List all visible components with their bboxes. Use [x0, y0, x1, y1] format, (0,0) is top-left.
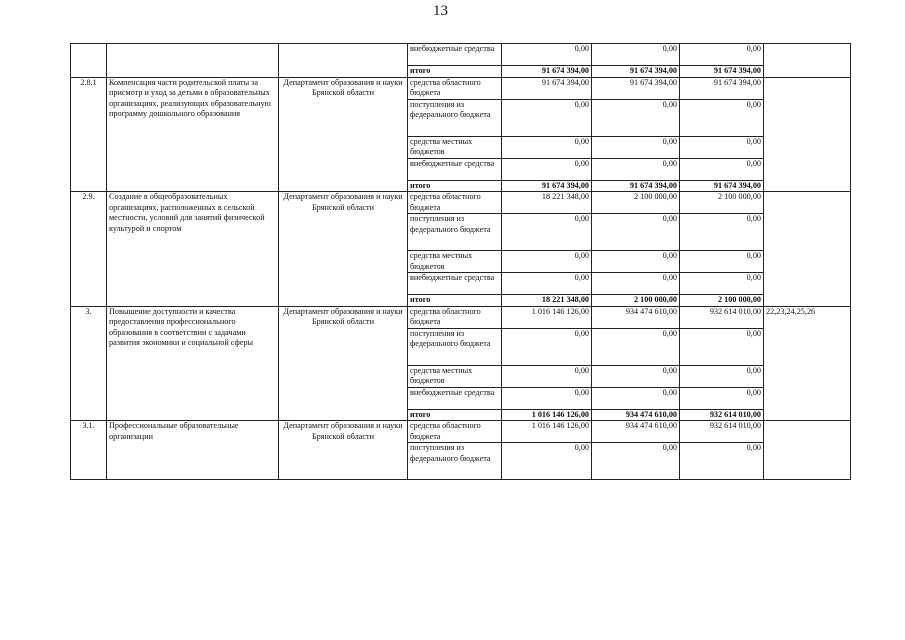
indicators-cell: [764, 192, 851, 307]
item-code-cell: 3.: [71, 306, 107, 421]
funding-source-cell: средства областного бюджета: [408, 421, 502, 443]
funding-source-cell: итого: [408, 409, 502, 421]
funding-source-cell: итого: [408, 295, 502, 307]
amount-year2-cell: 0,00: [592, 328, 680, 365]
amount-year2-cell: 934 474 610,00: [592, 421, 680, 443]
amount-year1-cell: 0,00: [502, 387, 592, 409]
item-code-cell: 2.8.1: [71, 77, 107, 192]
amount-year1-cell: 1 016 146 126,00: [502, 421, 592, 443]
amount-year2-cell: 934 474 610,00: [592, 409, 680, 421]
amount-year2-cell: 0,00: [592, 387, 680, 409]
amount-year3-cell: 0,00: [680, 214, 764, 251]
amount-year3-cell: 0,00: [680, 44, 764, 66]
item-name-cell: Компенсация части родительской платы за присмотр и уход за детьми в образовательных организациях, реализующих образовательную программу дошкольного образования: [107, 77, 279, 192]
funding-source-cell: средства областного бюджета: [408, 77, 502, 99]
funding-source-cell: средства областного бюджета: [408, 192, 502, 214]
item-code-cell: 2.9.: [71, 192, 107, 307]
funding-source-cell: внебюджетные средства: [408, 387, 502, 409]
funding-source-cell: итого: [408, 180, 502, 192]
amount-year3-cell: 2 100 000,00: [680, 295, 764, 307]
amount-year3-cell: 0,00: [680, 251, 764, 273]
funding-source-cell: внебюджетные средства: [408, 158, 502, 180]
amount-year3-cell: 0,00: [680, 158, 764, 180]
item-code-cell: [71, 44, 107, 78]
indicators-cell: [764, 421, 851, 480]
amount-year1-cell: 18 221 348,00: [502, 295, 592, 307]
amount-year3-cell: 932 614 010,00: [680, 421, 764, 443]
amount-year3-cell: 0,00: [680, 365, 764, 387]
budget-table: [70, 43, 851, 480]
table-row: [71, 192, 851, 214]
item-name-cell: Создание в общеобразовательных организациях, расположенных в сельской местности, условий для занятий физической культурой и спортом: [107, 192, 279, 307]
amount-year2-cell: 0,00: [592, 273, 680, 295]
amount-year2-cell: 0,00: [592, 136, 680, 158]
item-code-cell: 3.1.: [71, 421, 107, 480]
funding-source-cell: внебюджетные средства: [408, 273, 502, 295]
funding-source-cell: средства местных бюджетов: [408, 251, 502, 273]
department-cell: Департамент образования и науки Брянской области: [279, 77, 408, 192]
amount-year2-cell: 91 674 394,00: [592, 180, 680, 192]
funding-source-cell: внебюджетные средства: [408, 44, 502, 66]
amount-year2-cell: 0,00: [592, 44, 680, 66]
amount-year3-cell: 91 674 394,00: [680, 180, 764, 192]
amount-year2-cell: 0,00: [592, 251, 680, 273]
amount-year3-cell: 932 614 010,00: [680, 409, 764, 421]
amount-year2-cell: 934 474 610,00: [592, 306, 680, 328]
department-cell: Департамент образования и науки Брянской области: [279, 306, 408, 421]
table-row: [71, 44, 851, 66]
amount-year2-cell: 0,00: [592, 443, 680, 480]
amount-year3-cell: 0,00: [680, 136, 764, 158]
amount-year1-cell: 91 674 394,00: [502, 66, 592, 78]
amount-year1-cell: 18 221 348,00: [502, 192, 592, 214]
indicators-cell: [764, 44, 851, 78]
amount-year3-cell: 0,00: [680, 273, 764, 295]
amount-year1-cell: 91 674 394,00: [502, 77, 592, 99]
amount-year1-cell: 0,00: [502, 44, 592, 66]
funding-source-cell: итого: [408, 66, 502, 78]
table-row: [71, 77, 851, 99]
amount-year1-cell: 0,00: [502, 443, 592, 480]
amount-year3-cell: 0,00: [680, 99, 764, 136]
page-number: 13: [433, 3, 448, 19]
item-name-cell: Профессиональные образовательные организации: [107, 421, 279, 480]
amount-year3-cell: 0,00: [680, 387, 764, 409]
amount-year1-cell: 91 674 394,00: [502, 180, 592, 192]
amount-year1-cell: 0,00: [502, 214, 592, 251]
funding-source-cell: средства местных бюджетов: [408, 136, 502, 158]
amount-year2-cell: 0,00: [592, 99, 680, 136]
amount-year1-cell: 0,00: [502, 273, 592, 295]
indicators-cell: 22,23,24,25,26: [764, 306, 851, 421]
item-name-cell: Повышение доступности и качества предоставления профессионального образования в соответствии с задачами развития экономики и социальной сферы: [107, 306, 279, 421]
department-cell: Департамент образования и науки Брянской области: [279, 421, 408, 480]
amount-year1-cell: 1 016 146 126,00: [502, 306, 592, 328]
department-cell: Департамент образования и науки Брянской области: [279, 192, 408, 307]
amount-year3-cell: 0,00: [680, 443, 764, 480]
amount-year2-cell: 2 100 000,00: [592, 192, 680, 214]
amount-year1-cell: 0,00: [502, 251, 592, 273]
amount-year3-cell: 2 100 000,00: [680, 192, 764, 214]
amount-year1-cell: 0,00: [502, 99, 592, 136]
department-cell: [279, 44, 408, 78]
funding-source-cell: поступления из федерального бюджета: [408, 443, 502, 480]
table-row: [71, 421, 851, 443]
amount-year3-cell: 91 674 394,00: [680, 77, 764, 99]
amount-year1-cell: 1 016 146 126,00: [502, 409, 592, 421]
amount-year1-cell: 0,00: [502, 136, 592, 158]
amount-year1-cell: 0,00: [502, 328, 592, 365]
budget-table-body: [71, 44, 851, 480]
amount-year2-cell: 91 674 394,00: [592, 66, 680, 78]
amount-year1-cell: 0,00: [502, 365, 592, 387]
amount-year2-cell: 91 674 394,00: [592, 77, 680, 99]
amount-year2-cell: 0,00: [592, 158, 680, 180]
table-row: [71, 306, 851, 328]
amount-year3-cell: 91 674 394,00: [680, 66, 764, 78]
amount-year2-cell: 0,00: [592, 214, 680, 251]
amount-year3-cell: 932 614 010,00: [680, 306, 764, 328]
amount-year2-cell: 2 100 000,00: [592, 295, 680, 307]
funding-source-cell: средства областного бюджета: [408, 306, 502, 328]
indicators-cell: [764, 77, 851, 192]
funding-source-cell: средства местных бюджетов: [408, 365, 502, 387]
amount-year3-cell: 0,00: [680, 328, 764, 365]
funding-source-cell: поступления из федерального бюджета: [408, 328, 502, 365]
amount-year1-cell: 0,00: [502, 158, 592, 180]
funding-source-cell: поступления из федерального бюджета: [408, 214, 502, 251]
amount-year2-cell: 0,00: [592, 365, 680, 387]
funding-source-cell: поступления из федерального бюджета: [408, 99, 502, 136]
item-name-cell: [107, 44, 279, 78]
